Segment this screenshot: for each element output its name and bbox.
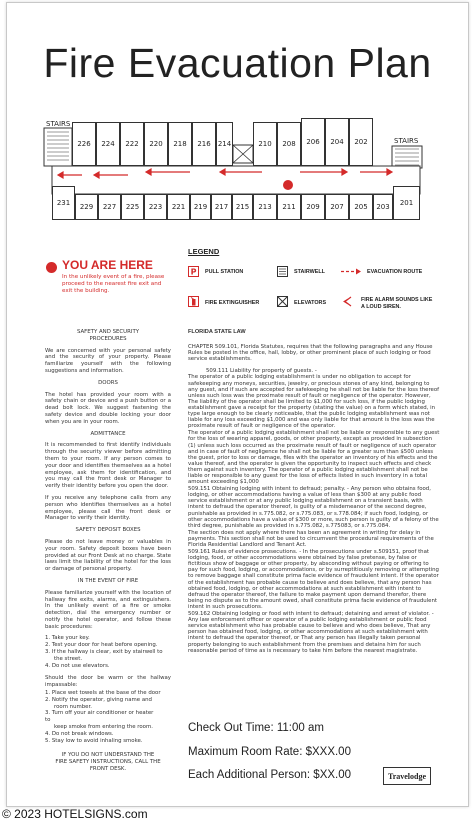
svg-text:P: P (190, 267, 197, 277)
list-item: 5. Stay low to avoid inhaling smoke. (45, 737, 143, 744)
list-item: 4. Do not break windows. (45, 730, 114, 737)
room: 209 (301, 194, 325, 220)
legend-label: STAIRWELL (294, 269, 325, 275)
legend-label: PULL STATION (205, 269, 244, 275)
additional-person-rate: Each Additional Person: $XX.00 (188, 769, 352, 781)
room: 225 (121, 194, 144, 220)
stairs-label-left: STAIRS (46, 120, 71, 128)
room: 210 (253, 122, 277, 166)
fire-safety-note: IF YOU DO NOT UNDERSTAND THE FIRE SAFETY INSTRUCTIONS, CALL THE FRONT DESK. (55, 752, 161, 773)
room: 208 (277, 122, 301, 166)
safety-procedures-column (45, 329, 171, 773)
list-item: to (45, 717, 51, 724)
list-item: 3. Turn off your air conditioner or heater (45, 710, 154, 717)
room: 217 (211, 194, 232, 220)
section-heading: FLORIDA STATE LAW (188, 329, 246, 335)
room: 203 (373, 194, 393, 220)
paragraph: If you receive any telephone calls from any person who identifies themselves as a hotel employee, please call the front desk or Manager to verify their identity. (45, 494, 171, 522)
copyright: © 2023 HOTELSIGNS.com (2, 807, 148, 821)
stairwell-icon (277, 266, 288, 277)
list-item: 1. Take your key. (45, 635, 90, 642)
section-heading: IN THE EVENT OF FIRE (77, 577, 139, 584)
room: 219 (190, 194, 211, 220)
paragraph: We are concerned with your personal safety and the security of your property. Please familiarize yourself with the following suggestions and information. (45, 347, 171, 374)
legend-label: FIRE EXTINGUISHER (205, 300, 260, 306)
paragraph: It is recommended to first identify individuals through the security viewer before admitting them to your room. If any person comes to your door and identifies themselves as a hotel employee, ask them for identification, and you may call the front desk or Manager to verify their identity before you open the door. (45, 442, 171, 490)
room: 201 (393, 186, 420, 220)
list-item: 2. Notify the operator, giving name and (45, 696, 152, 703)
you-are-here-marker (283, 180, 293, 190)
room: 231 (52, 186, 75, 220)
list-item: 2. Test your door for heat before opening. (45, 642, 158, 649)
room: 206 (301, 118, 325, 166)
room: 229 (75, 194, 98, 220)
legend-label: ELEVATORS (294, 300, 327, 306)
paragraph: The section does not apply where there has been an agreement in writing for delay in payments. This section shall not be used to circumvent the procedural requirements of the Florida Residential Landlord and Tenant Act. (188, 529, 434, 548)
room: 223 (144, 194, 167, 220)
paragraph: Please familiarize yourself with the location of hallway fire exits, alarms, and extinguishers. In the unlikely event of a fire or smoke detection, dial the emergency number or notify the hotel operator, and follow these basic procedures: (45, 589, 171, 630)
maximum-room-rate: Maximum Room Rate: $XXX.00 (188, 746, 351, 758)
paragraph: The operator of a public lodging establishment is under no obligation to accept for safekeeping any moneys, securities, jewelry, or precious stones of any kind, belonging to any guest, and if such are accepted for safekeeping he shall not be liable for the loss thereof unless such loss was the proximate result of fault or negligence of the operator. However, The liability of the operator shall be limited to $1,000 for such loss, if the public lodging establishment gave a receipt for the property (stating the value) on a form which stated, in type large enough to be clearly noticeable, that the public lodging establishment was not liable for any loss exceeding $1,000 and was only liable for that amount is the loss was the proximate result of fault or negligence of the operator. (188, 374, 440, 430)
room: 226 (72, 122, 96, 166)
fire-extinguisher-icon (188, 296, 199, 307)
legend-label: FIRE ALARM SOUNDS LIKE A LOUD SIREN. (361, 297, 433, 310)
room: 207 (325, 194, 349, 220)
list-item: 3. If the hallway is clear, exit by stairwell to (45, 649, 163, 656)
elevators-icon (277, 296, 288, 307)
brand-logo: Travelodge (383, 767, 431, 785)
room: 214 (216, 122, 233, 166)
statute-heading: 509.111 Liability for property of guests. - (206, 368, 317, 375)
room: 220 (144, 122, 168, 166)
room: 224 (96, 122, 120, 166)
section-heading: SAFETY DEPOSIT BOXES (75, 527, 141, 534)
room: 211 (277, 194, 301, 220)
room: 221 (167, 194, 190, 220)
room: 205 (349, 194, 373, 220)
list-item: keep smoke from entering the room. (54, 724, 153, 731)
evacuation-route-icon (340, 266, 362, 277)
you-are-here-text: In the unlikely event of a fire, please proceed to the nearest fire exit and exit the building. (62, 274, 165, 294)
list-item: 4. Do not use elevators. (45, 662, 110, 669)
paragraph: The operator of a public lodging establishment shall not be liable or responsible to any guest for the loss of wearing apparel, goods, or other property, except as provided in subsection (1) unless such loss occurred as the proximate result of fault or negligence of such operator and in case of fault of negligence he shall not be liable for a greater sum than $500 unless the guest, prior to loss or damage, files with the operator an inventory of his effects and the value thereof, and the operator is given the opportunity to inspect such effects and check them against such inventory. The operator of a public lodging establishment shall not be liable or responsible to any guest for the loss of effects listed in such inventory in a total amount exceeding $1,000 (188, 430, 440, 486)
paragraph: Should the door be warm or the hallway impassable: (45, 675, 171, 689)
list-item: room number. (54, 703, 92, 710)
list-item: the street. (54, 655, 83, 662)
legend-heading: LEGEND (188, 247, 220, 256)
paragraph: 509.151 Obtaining lodging with intent to defraud; penalty. - Any person who obtains food, lodging, or other accommodations having a value of less than $300 at any public food service establishment or at any public lodging establishment on a transient basis, with intent to defraud the operator thereof, is guilty of a misdemeanor of the second degree, punishable as provided in s.775.082, or s.775.083, or s.778.084; if such food, lodging, or other accommodations have a value of $300 or more, such person is guilty of a felony of the third degree, punishable as provided in s.775.082, s.775083, or s.775.084. (188, 486, 439, 529)
fire-alarm-icon (342, 296, 353, 307)
room: 202 (349, 118, 373, 166)
paragraph: 509.161 Rules of evidence prosecutions. - In the prosecutions under s.509151, proof that lodging, food, or other accommodations were obtained by false pretense, by false or fictitious show of baggage or other property, by absconding without paying or offering to pay for such food, lodging, or accommodations, or by surreptitiously removing or attempting to remove baggage shall constitute prima facie evidence of fraudulent intent. If the operator of the establishment has probable cause to believe and does believe, that any person has obtained food, lodging, or other accommodations at such establishment with intent to defraud the operator thereof, the failure to make payment upon demand therefor, there being no dispute as to the amount owed, shall constitute prima facie evidence of fraudulent intent in such prosecutions. (188, 549, 439, 610)
pull-station-icon (188, 266, 199, 277)
page-title: Fire Evacuation Plan (43, 40, 432, 86)
room: 204 (325, 118, 349, 166)
room: 215 (232, 194, 253, 220)
checkout-time: Check Out Time: 11:00 am (188, 722, 324, 734)
florida-law-column (188, 329, 440, 660)
room: 222 (120, 122, 144, 166)
list-item: 1. Place wet towels at the base of the door (45, 690, 161, 697)
you-are-here-title: YOU ARE HERE (62, 258, 153, 272)
room: 213 (253, 194, 277, 220)
section-heading: SAFETY AND SECURITY PROCEDURES (76, 329, 140, 342)
you-are-here-dot (46, 262, 57, 273)
room: 218 (168, 122, 192, 166)
paragraph: The hotel has provided your room with a safety chain or device and a push button or a dead bolt lock. We suggest fastening the safety device and double locking your door when you are in your room. (45, 391, 171, 425)
stairs-label-right: STAIRS (394, 137, 419, 145)
paragraph: Please do not leave money or valuables in your room. Safety deposit boxes have been provided at our Front Desk at no charge. State laws limit the liability of the hotel for the loss or damage of personal property. (45, 538, 171, 573)
room: 227 (98, 194, 121, 220)
paragraph: 509.162 Obtaining lodging or food with intent to defraud; detaining and arrest of violator. - Any law enforcement officer or operator of a public lodging establishment or public food service establishment who has probable cause to believe and who does believe, That any person has obtained food, lodging, or other accommodations at such establishment with intent to defraud the operator thereof, or That any person has illegally taken personal property belonging to such establishment from the premises and detains him for such reasonable period of time as is necessary to take him before the nearest magistrate. (188, 611, 434, 654)
room: 216 (192, 122, 216, 166)
legend-label: EVACUATION ROUTE (367, 269, 423, 275)
section-heading: ADMITTANCE (90, 430, 126, 437)
section-heading: DOORS (98, 379, 118, 386)
paragraph: CHAPTER 509.101, Florida Statutes, requires that the following paragraphs and any House Rules be posted in the office, hall, lobby, or other prominent place of such lodging or food service establishments. (188, 344, 433, 363)
